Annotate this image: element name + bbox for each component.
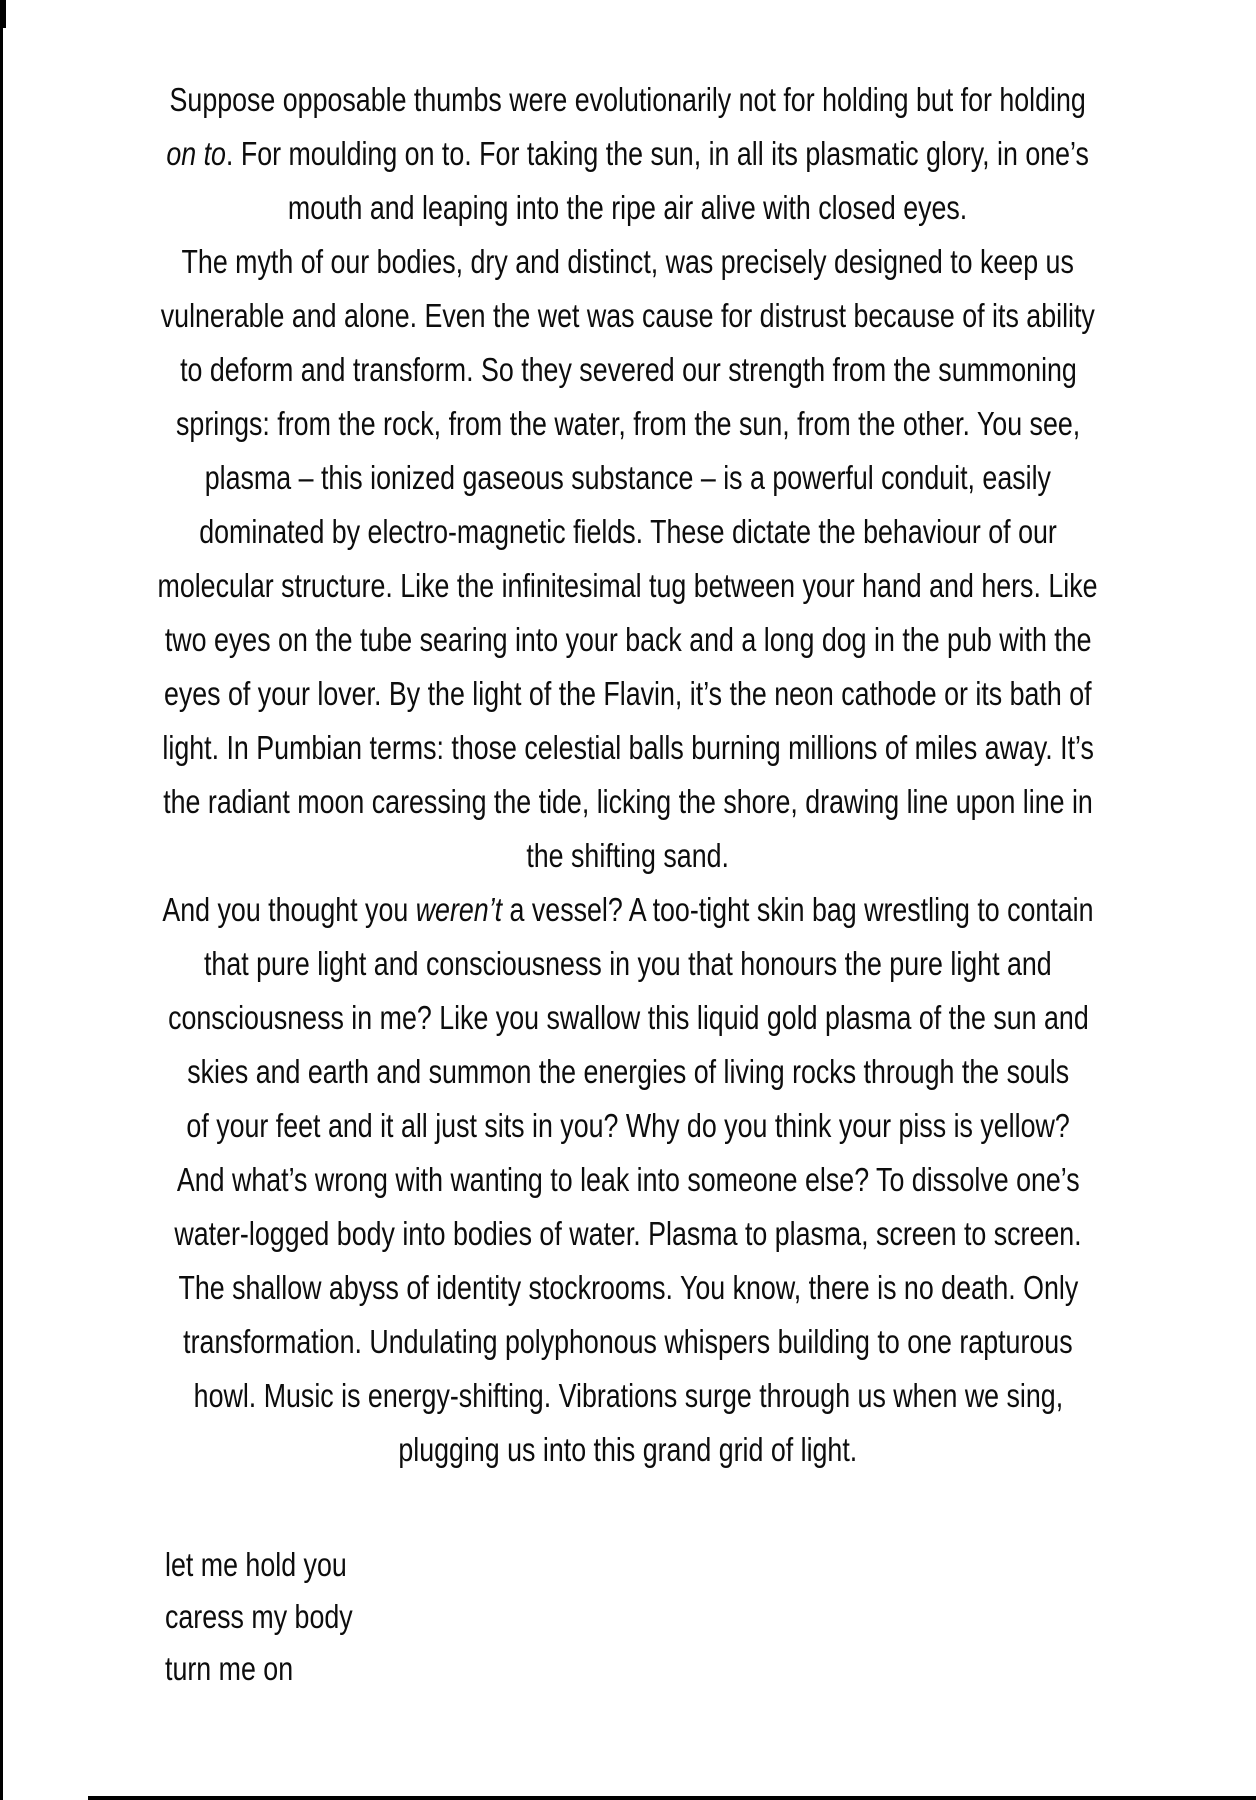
- prose-line-text: And what’s wrong with wanting to leak into someone else? To dissolve one’s: [176, 1162, 1080, 1199]
- prose-line: [0, 1370, 1256, 1424]
- prose-line-text: of your feet and it all just sits in you? Why do you think your piss is yellow?: [186, 1108, 1070, 1145]
- prose-line: [0, 290, 1256, 344]
- prose-line: [0, 668, 1256, 722]
- prose-line: [0, 830, 1256, 884]
- prose-line-text: transformation. Undulating polyphonous whispers building to one rapturous: [183, 1324, 1073, 1361]
- prose-line-text: skies and earth and summon the energies of living rocks through the souls: [187, 1054, 1069, 1091]
- prose-line-text: molecular structure. Like the infinitesimal tug between your hand and hers. Like: [157, 568, 1098, 605]
- poem-line: [165, 1592, 400, 1644]
- prose-line: [0, 344, 1256, 398]
- prose-line-text: to deform and transform. So they severed our strength from the summoning: [179, 352, 1077, 389]
- prose-line: [0, 1100, 1256, 1154]
- prose-line: [0, 1316, 1256, 1370]
- prose-line-text: that pure light and consciousness in you that honours the pure light and: [204, 946, 1052, 983]
- prose-line: [0, 884, 1256, 938]
- prose-line-text: dominated by electro-magnetic fields. These dictate the behaviour of our: [199, 514, 1057, 551]
- prose-line-text: The shallow abyss of identity stockrooms. You know, there is no death. Only: [178, 1270, 1078, 1307]
- prose-line: [0, 128, 1256, 182]
- prose-line: [0, 722, 1256, 776]
- prose-line: [0, 398, 1256, 452]
- prose-line-text: eyes of your lover. By the light of the Flavin, it’s the neon cathode or its bath of: [164, 676, 1092, 713]
- prose-line-text: howl. Music is energy-shifting. Vibrations surge through us when we sing,: [193, 1378, 1063, 1415]
- prose-line: [0, 1262, 1256, 1316]
- prose-line-text: the radiant moon caressing the tide, licking the shore, drawing line upon line in: [163, 784, 1093, 821]
- prose-line-text: the shifting sand.: [526, 838, 730, 875]
- prose-line: [0, 1424, 1256, 1478]
- prose-line: [0, 452, 1256, 506]
- poem-line: [165, 1540, 400, 1592]
- prose-line-text: The myth of our bodies, dry and distinct, was precisely designed to keep us: [181, 244, 1075, 281]
- poem-block: [165, 1540, 400, 1696]
- prose-line: [0, 614, 1256, 668]
- prose-line-text: plugging us into this grand grid of light.: [398, 1432, 858, 1469]
- prose-line: [0, 1154, 1256, 1208]
- prose-block: [0, 74, 1256, 1478]
- prose-line-text: plasma – this ionized gaseous substance – is a powerful conduit, easily: [204, 460, 1052, 497]
- scan-corner-mark: [0, 0, 6, 28]
- prose-line: [0, 1208, 1256, 1262]
- prose-line-text: And you thought you weren’t a vessel? A too-tight skin bag wrestling to contain: [162, 892, 1094, 929]
- prose-line-text: springs: from the rock, from the water, from the sun, from the other. You see,: [175, 406, 1081, 443]
- prose-line-text: mouth and leaping into the ripe air alive with closed eyes.: [288, 190, 968, 227]
- prose-line: [0, 506, 1256, 560]
- prose-line-text: consciousness in me? Like you swallow this liquid gold plasma of the sun and: [167, 1000, 1089, 1037]
- prose-line-text: light. In Pumbian terms: those celestial balls burning millions of miles away. It’s: [162, 730, 1094, 767]
- prose-line: [0, 236, 1256, 290]
- poem-line-text: let me hold you: [165, 1547, 347, 1584]
- prose-line: [0, 776, 1256, 830]
- prose-line: [0, 992, 1256, 1046]
- poem-line: [165, 1644, 400, 1696]
- prose-line: [0, 182, 1256, 236]
- scan-edge-bottom-line: [88, 1796, 1256, 1800]
- prose-line: [0, 74, 1256, 128]
- prose-line-text: vulnerable and alone. Even the wet was cause for distrust because of its ability: [160, 298, 1096, 335]
- prose-line: [0, 938, 1256, 992]
- prose-line-text: two eyes on the tube searing into your back and a long dog in the pub with the: [164, 622, 1092, 659]
- prose-line-text: water-logged body into bodies of water. Plasma to plasma, screen to screen.: [174, 1216, 1082, 1253]
- poem-line-text: caress my body: [165, 1599, 353, 1636]
- poem-line-text: turn me on: [165, 1651, 294, 1688]
- prose-line-text: on to. For moulding on to. For taking the sun, in all its plasmatic glory, in one’s: [166, 136, 1090, 173]
- prose-line-text: Suppose opposable thumbs were evolutionarily not for holding but for holding: [169, 82, 1087, 119]
- prose-line: [0, 560, 1256, 614]
- prose-line: [0, 1046, 1256, 1100]
